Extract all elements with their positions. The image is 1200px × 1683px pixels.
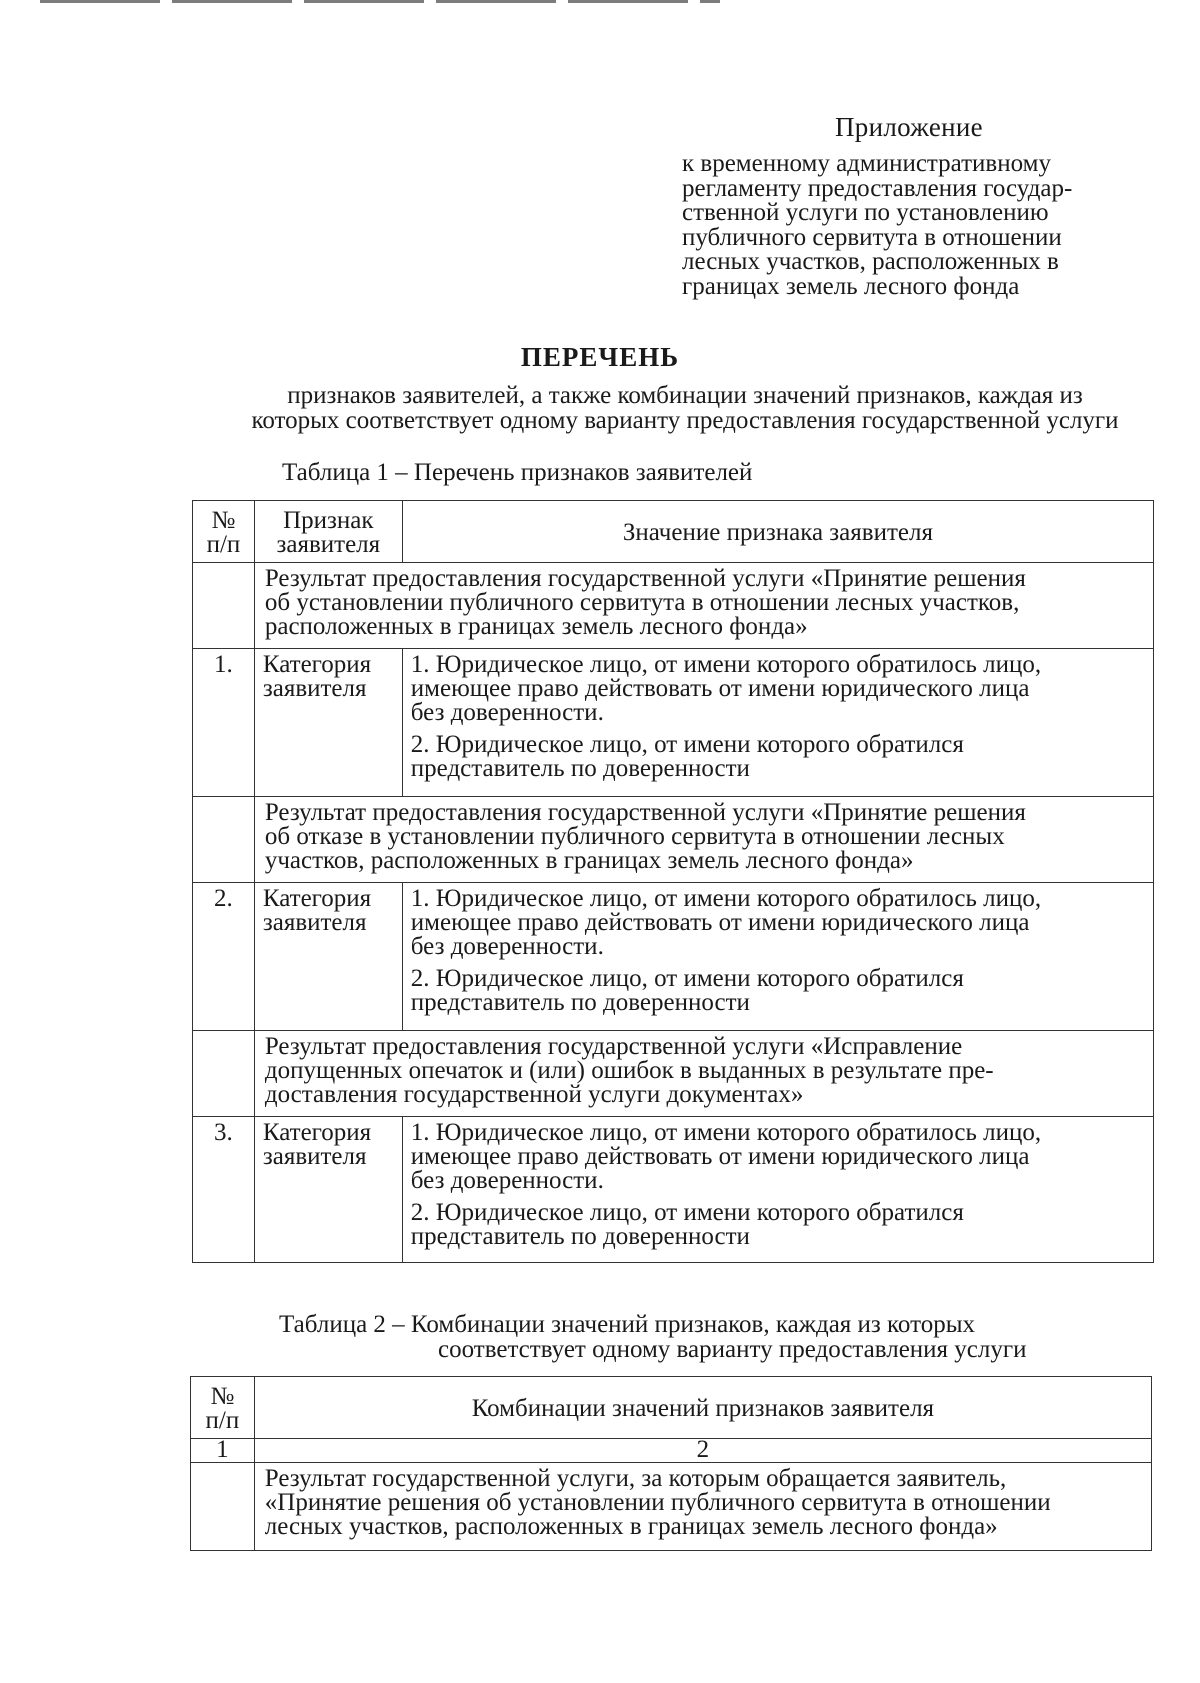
table1-group-result-row — [193, 797, 1154, 883]
attr-line: Категория — [262, 885, 372, 912]
attr-line: заявителя — [262, 675, 367, 702]
attr-line: заявителя — [262, 909, 367, 936]
table1-group-result — [254, 563, 1153, 649]
value-line: имеющее право действовать от имени юридического лица — [410, 909, 1030, 936]
appendix-line: лесных участков, расположенных в — [682, 248, 1059, 275]
result-line: доставления государственной услуги документах» — [264, 1081, 804, 1108]
table1-row-attribute — [254, 649, 402, 797]
table1-row-attribute — [254, 1117, 402, 1263]
header-num-line: п/п — [205, 1406, 240, 1434]
result-line: Результат предоставления государственной услуги «Исправление — [264, 1033, 963, 1060]
table1-header-row — [193, 501, 1154, 563]
table2-header-value: Комбинации значений признаков заявителя — [254, 1377, 1151, 1439]
header-num-line: п/п — [206, 530, 241, 558]
result-line: допущенных опечаток и (или) ошибок в выданных в результате пре- — [264, 1057, 994, 1084]
result-line: об отказе в установлении публичного сервитута в отношении лесных — [264, 823, 1005, 850]
value-line: представитель по доверенности — [410, 755, 750, 782]
value-item — [411, 1121, 1145, 1193]
appendix-line: ственной услуги по установлению — [682, 199, 1049, 226]
appendix-line: границах земель лесного фонда — [682, 272, 1020, 300]
table1-row — [193, 649, 1154, 797]
result-line: Результат предоставления государственной услуги «Принятие решения — [264, 565, 1026, 592]
value-item — [411, 887, 1145, 959]
document-title: ПЕРЕЧЕНЬ — [520, 342, 680, 372]
table1-empty-cell — [193, 563, 255, 649]
table1-row — [193, 1117, 1154, 1263]
value-item — [411, 1201, 1145, 1249]
value-line: без доверенности. — [410, 699, 604, 726]
header-num-line: № — [211, 506, 236, 534]
appendix-text — [682, 152, 1142, 299]
table1-row — [193, 883, 1154, 1031]
table2-col-number: 1 — [191, 1439, 255, 1463]
row-line: «Принятие решения об установлении публичного сервитута в отношении — [264, 1489, 1051, 1516]
table2-row-text — [254, 1463, 1151, 1551]
value-item — [411, 967, 1145, 1015]
table1-header-value: Значение признака заявителя — [402, 501, 1153, 563]
table2 — [190, 1376, 1152, 1551]
table2-column-number-row — [191, 1439, 1152, 1463]
row-line: лесных участков, расположенных в границах земель лесного фонда» — [264, 1513, 998, 1540]
table2-caption-line2: соответствует одному варианту предоставления услуги — [438, 1336, 1027, 1363]
value-line: имеющее право действовать от имени юридического лица — [410, 675, 1030, 702]
subtitle-line: которых соответствует одному варианту предоставления государственной услуги — [251, 406, 1119, 434]
table1-caption: Таблица 1 – Перечень признаков заявителей — [282, 459, 753, 486]
value-item — [411, 733, 1145, 781]
table2-header-num — [191, 1377, 255, 1439]
table1-row-number: 3. — [193, 1117, 255, 1263]
header-attr-line: Признак — [283, 506, 374, 534]
value-line: 2. Юридическое лицо, от имени которого обратился — [410, 1199, 964, 1226]
table1-row-values — [402, 649, 1153, 797]
subtitle-line: признаков заявителей, а также комбинации значений признаков, каждая из — [287, 382, 1083, 409]
value-line: 1. Юридическое лицо, от имени которого обратилось лицо, — [410, 651, 1042, 678]
value-line: 2. Юридическое лицо, от имени которого обратился — [410, 965, 964, 992]
table1-header-attribute — [254, 501, 402, 563]
result-line: расположенных в границах земель лесного фонда» — [264, 613, 808, 640]
attr-line: Категория — [262, 1119, 372, 1146]
value-line: без доверенности. — [410, 1167, 604, 1194]
value-line: без доверенности. — [410, 933, 604, 960]
table1-group-result — [254, 797, 1153, 883]
table2-caption-line1: Таблица 2 – Комбинации значений признаков, каждая из которых — [279, 1311, 975, 1338]
table1-header-num — [193, 501, 255, 563]
appendix-line: регламенту предоставления государ- — [682, 174, 1073, 202]
value-line: представитель по доверенности — [410, 1223, 750, 1250]
table2-empty-cell — [191, 1463, 255, 1551]
table1-row-attribute — [254, 883, 402, 1031]
scan-edge-mark — [40, 0, 720, 3]
table2-header-row — [191, 1377, 1152, 1439]
table2-row — [191, 1463, 1152, 1551]
result-line: об установлении публичного сервитута в отношении лесных участков, — [264, 589, 1020, 616]
table1-empty-cell — [193, 1031, 255, 1117]
value-line: 1. Юридическое лицо, от имени которого обратилось лицо, — [410, 1119, 1042, 1146]
row-line: Результат государственной услуги, за которым обращается заявитель, — [264, 1465, 1007, 1492]
appendix-title: Приложение — [835, 112, 983, 142]
value-item — [411, 653, 1145, 725]
table2-col-number: 2 — [254, 1439, 1151, 1463]
table1-group-result — [254, 1031, 1153, 1117]
value-line: имеющее право действовать от имени юридического лица — [410, 1143, 1030, 1170]
table1-row-values — [402, 1117, 1153, 1263]
header-attr-line: заявителя — [276, 530, 381, 558]
table1-group-result-row — [193, 563, 1154, 649]
attr-line: Категория — [262, 651, 372, 678]
value-line: 2. Юридическое лицо, от имени которого обратился — [410, 731, 964, 758]
appendix-line: публичного сервитута в отношении — [682, 223, 1062, 251]
document-subtitle — [180, 384, 1190, 433]
result-line: Результат предоставления государственной услуги «Принятие решения — [264, 799, 1026, 826]
table1-row-number: 2. — [193, 883, 255, 1031]
table1 — [192, 500, 1154, 1263]
value-line: представитель по доверенности — [410, 989, 750, 1016]
table1-empty-cell — [193, 797, 255, 883]
table1-row-values — [402, 883, 1153, 1031]
header-num-line: № — [210, 1382, 235, 1410]
result-line: участков, расположенных в границах земель лесного фонда» — [264, 847, 914, 874]
attr-line: заявителя — [262, 1143, 367, 1170]
table1-group-result-row — [193, 1031, 1154, 1117]
value-line: 1. Юридическое лицо, от имени которого обратилось лицо, — [410, 885, 1042, 912]
table1-row-number: 1. — [193, 649, 255, 797]
appendix-line: к временному административному — [682, 150, 1051, 177]
